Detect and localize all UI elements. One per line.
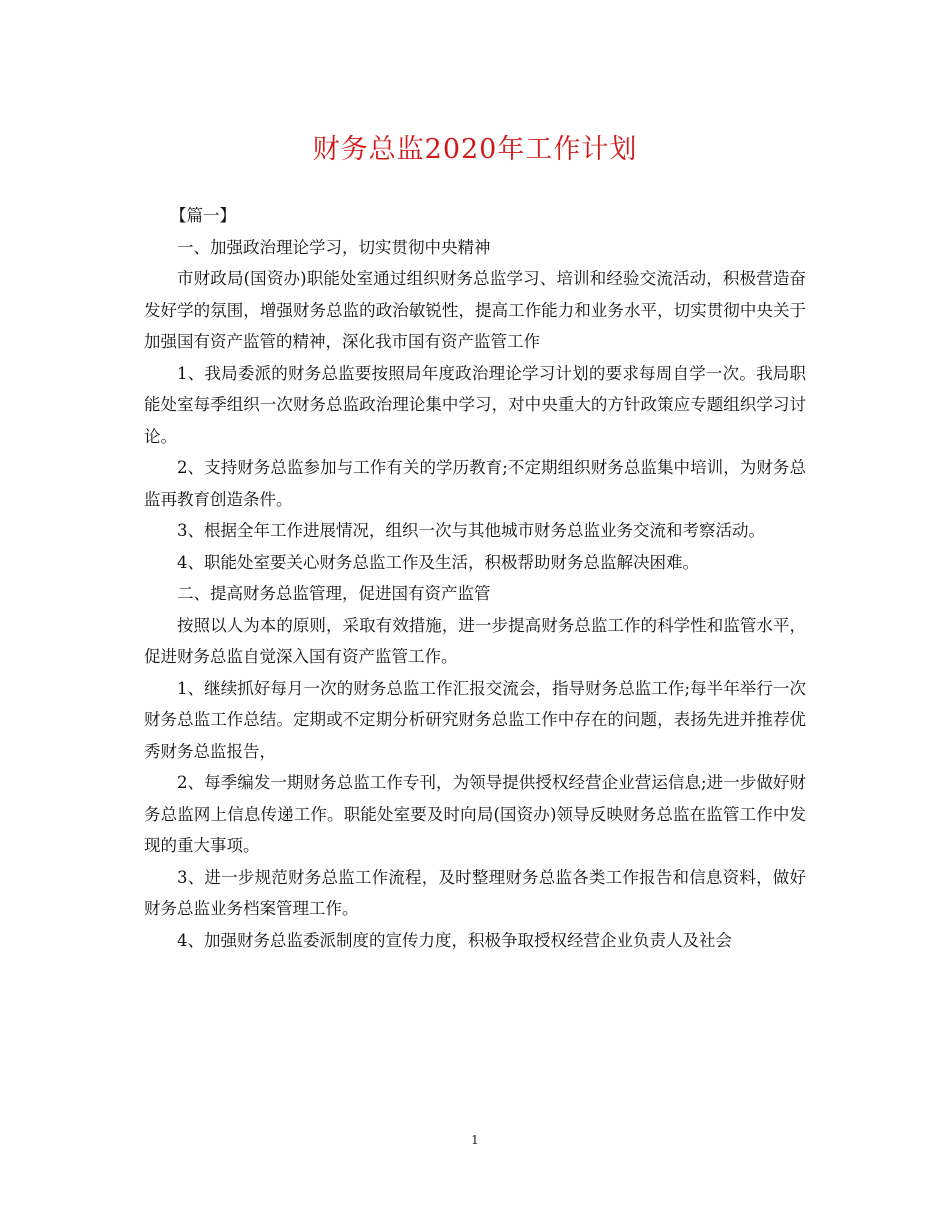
paragraph: 4、职能处室要关心财务总监工作及生活，积极帮助财务总监解决困难。 — [177, 552, 699, 572]
paragraph: 4、加强财务总监委派制度的宣传力度，积极争取授权经营企业负责人及社会 — [177, 930, 732, 950]
page-number: 1 — [471, 1133, 479, 1147]
document-body — [144, 200, 806, 956]
paragraph: 1、我局委派的财务总监要按照局年度政治理论学习计划的要求每周自学一次。我局职能处室每季组织一次财务总监政治理论集中学习，对中央重大的方针政策应专题组织学习讨论。 — [144, 363, 806, 446]
paragraph: 3、进一步规范财务总监工作流程，及时整理财务总监各类工作报告和信息资料，做好财务总监业务档案管理工作。 — [144, 867, 806, 918]
heading-2: 二、提高财务总监管理，促进国有资产监管 — [177, 584, 491, 603]
paragraph: 按照以人为本的原则，采取有效措施，进一步提高财务总监工作的科学性和监管水平，促进财务总监自觉深入国有资产监管工作。 — [144, 615, 806, 666]
paragraph: 2、每季编发一期财务总监工作专刊，为领导提供授权经营企业营运信息;进一步做好财务总监网上信息传递工作。职能处室要及时向局(国资办)领导反映财务总监在监管工作中发现的重大事项。 — [144, 773, 806, 855]
heading-1: 一、加强政治理论学习，切实贯彻中央精神 — [177, 237, 491, 257]
document-title: 财务总监2020年工作计划 — [312, 134, 638, 165]
paragraph: 2、支持财务总监参加与工作有关的学历教育;不定期组织财务总监集中培训，为财务总监再教育创造条件。 — [144, 458, 806, 509]
paragraph: 1、继续抓好每月一次的财务总监工作汇报交流会，指导财务总监工作;每半年举行一次财务总监工作总结。定期或不定期分析研究财务总监工作中存在的问题，表扬先进并推荐优秀财务总监报告， — [144, 678, 806, 761]
section-tag: 【篇一】 — [170, 206, 236, 225]
paragraph: 市财政局(国资办)职能处室通过组织财务总监学习、培训和经验交流活动，积极营造奋发好学的氛围，增强财务总监的政治敏锐性，提高工作能力和业务水平，切实贯彻中央关于加强国有资产监管的精神，深化我市国有资产监管工作 — [144, 269, 806, 351]
paragraph: 3、根据全年工作进展情况，组织一次与其他城市财务总监业务交流和考察活动。 — [177, 521, 765, 540]
